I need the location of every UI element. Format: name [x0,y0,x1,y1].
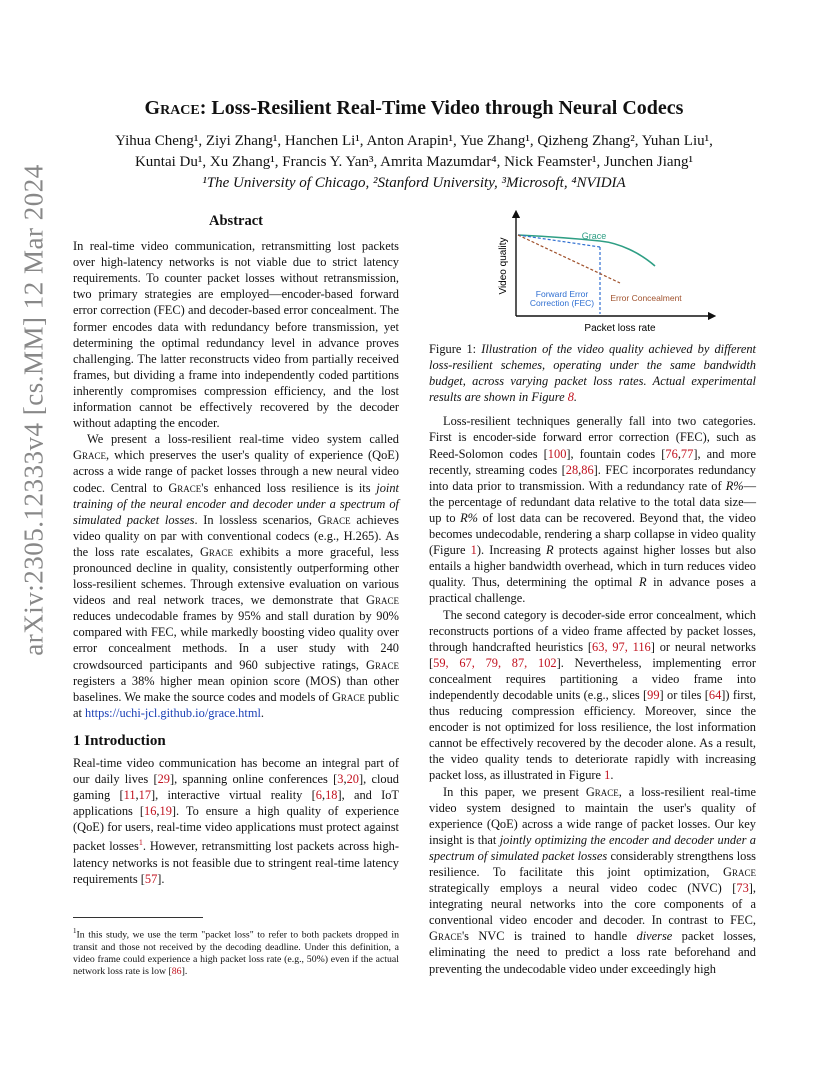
citation-link[interactable]: 99 [647,687,660,702]
citation-link[interactable]: 73 [736,881,749,896]
author-block [0,131,828,194]
right-paragraph-3: In this paper, we present Grace, a loss-resilient real-time video system designed to maintain the user's quality of experience (QoE) across a wide range of packet losses. Our key insight is that jointly optimizing the encoder and decoder under a spectrum of simulated packet losses considerably strengthens loss resilience. To facilitate this joint optimization, Grace strategically employs a neural video codec (NVC) [73], integrating neural networks into the core components of a conventional video encoder and decoder. In contrast to FEC, Grace's NVC is trained to handle diverse packet losses, eliminating the need to predict a loss rate beforehand and preventing the undecodable video under exceedingly high [429,784,756,976]
title-system-name: Grace [144,97,200,119]
citation-link[interactable]: 64 [708,687,722,702]
abstract-paragraph-1: In real-time video communication, retransmitting lost packets over high-latency networks is not viable due to strict latency requirements. To counter packet losses without retransmission, two primary strategies are employed—encoder-based forward error correction (FEC) and decoder-based error concealment. The former encodes data with redundancy before transmission, yet determining the optimal redundancy level in advance proves challenging. The latter reconstructs video from partially received frames, but dividing a frame into independently coded partitions inherently compromises compression efficiency, and the lost information cannot be effectively recovered by the decoder without adapting the encoder. [73,239,399,431]
footnote: $^1$In this study, we use the term "packet loss" to refer to both packets dropped in transit and those not received by the decoding deadline. Under this definition, a video frame could experience a high packet loss rate (e.g., 50%) even if the actual network loss rate is low [86]. [73,927,399,978]
citation-link[interactable]: 77 [680,446,694,461]
citation-link[interactable]: 86 [581,462,594,477]
citation-link[interactable]: 20 [346,772,359,787]
authors-line-1: Yihua Cheng¹, Ziyi Zhang¹, Hanchen Li¹, Anton Arapin¹, Yue Zhang¹, Qizheng Zhang², Yuhan Liu¹, [115,133,713,149]
right-paragraph-1: Loss-resilient techniques generally fall into two categories. First is encoder-side forward error correction (FEC), such as Reed-Solomon codes [100], fountain codes [76,77], and more recently, streaming codes [28,86]. FEC incorporates redundancy into data prior to transmission. With a redundancy rate of R%—the percentage of redundant data relative to the total data size—up to R% of lost data can be recovered. Beyond that, the video becomes undecodable, rendering a sharp collapse in video quality (Figure 1). Increasing R protects against higher losses but also entails a higher bandwidth overhead, which in turn reduces video quality. Thus, determining the optimal R in advance poses a practical challenge. [429,414,757,606]
arxiv-identifier: arXiv:2305.12333v4 [cs.MM] 12 Mar 2024 [18,164,49,656]
citation-link[interactable]: 59, 67, 79, 87, 102 [433,655,557,670]
figure-1-illustration [480,208,720,338]
citation-link[interactable]: 17 [138,788,152,803]
citation-link[interactable]: 16 [144,804,157,819]
citation-link[interactable]: 100 [547,446,567,461]
right-column [429,341,756,977]
introduction-heading: 1 Introduction [73,732,166,749]
citation-link[interactable]: 57 [144,871,158,886]
citation-link[interactable]: 28 [565,462,579,477]
citation-link[interactable]: 19 [159,804,172,819]
y-axis-label: Video quality [498,237,509,295]
figure-1-link[interactable]: 1 [470,543,477,558]
figure-8-link[interactable]: 8 [567,390,574,405]
x-axis-label: Packet loss rate [584,323,656,334]
figure-1-caption: Figure 1: Illustration of the video quality achieved by different loss-resilient schemes, operating under the same bandwidth budget, across varying packet loss rates. Actual experimental results are shown in Figure 8. [429,342,757,405]
citation-link[interactable]: 6 [315,788,322,803]
citation-link[interactable]: 76 [665,446,678,461]
citation-link[interactable]: 63, 97, 116 [592,639,651,654]
abstract-paragraph-2: We present a loss-resilient real-time video system called Grace, which preserves the user's quality of experience (QoE) across a wide range of packet losses through a new neural video codec. Central to Grace's enhanced loss resilience is its joint training of the neural encoder and decoder under a spectrum of simulated packet losses. In lossless scenarios, Grace achieves video quality on par with conventional codecs (e.g., H.265). As the loss rate escalates, Grace exhibits a more graceful, less pronounced decline in quality, consistently outperforming other loss-resilient schemes. Through extensive evaluation on various videos and real network traces, we demonstrate that Grace reduces undecodable frames by 95% and stall duration by 90% compared with FEC, while markedly boosting video quality over error concealment methods. In a user study with 240 crowdsourced participants and 960 subjective ratings, Grace registers a 38% higher mean opinion score (MOS) than other baselines. We make the source codes and models of Grace public at https://uchi-jcl.github.io/grace.html. [73,432,399,720]
footnote-marker[interactable]: 1 [138,838,143,848]
footnote-rule [73,917,203,918]
left-column [73,213,399,887]
citation-link[interactable]: 3 [337,772,344,787]
figure-1-plot [480,208,720,338]
affiliations: ¹The University of Chicago, ²Stanford University, ³Microsoft, ⁴NVIDIA [202,175,626,191]
project-url-link[interactable]: https://uchi-jcl.github.io/grace.html [85,705,261,720]
title-rest: : Loss-Resilient Real-Time Video through Neural Codecs [199,97,684,119]
citation-link[interactable]: 29 [157,772,170,787]
right-paragraph-2: The second category is decoder-side error concealment, which reconstructs portions of a video frame affected by packet losses, through handcrafted heuristics [63, 97, 116] or neural networks [59, 67, 79, 87, 102]. Nevertheless, implementing error concealment requires partitioning a video frame into independently decodable units (e.g., slices [99] or tiles [64]) first, thus reducing compression efficiency. Moreover, since the encoder is not optimized for loss resilience, the lost information cannot be effectively recovered by the decoder alone. As a result, the video quality tends to deteriorate rapidly with increasing packet loss, as illustrated in Figure 1. [429,607,756,783]
abstract-heading: Abstract [209,213,263,229]
arxiv-sidebar-stamp [14,140,54,680]
citation-link[interactable]: 18 [325,788,338,803]
fec-label-line-2: Correction (FEC) [529,298,595,308]
paper-title [0,97,828,120]
ec-label: Error Concealment [610,293,682,303]
grace-label: Grace [581,231,607,241]
citation-link[interactable]: 11 [123,788,136,803]
authors-line-2: Kuntai Du¹, Xu Zhang¹, Francis Y. Yan³, Amrita Mazumdar⁴, Nick Feamster¹, Junchen Jiang¹ [134,154,694,170]
figure-1-link[interactable]: 1 [604,768,611,783]
citation-link[interactable]: 86 [171,966,182,978]
fec-label-line-1: Forward Error [535,289,589,299]
intro-paragraph-1: Real-time video communication has become an integral part of our daily lives [29], spanning online conferences [3,20], cloud gaming [11,17], interactive virtual reality [6,18], and IoT applications [16,19]. To ensure a high quality of experience (QoE) for users, real-time video applications must protect against packet losses$^1$. However, retransmitting lost packets across high-latency networks is not feasible due to stringent real-time latency requirements [57]. [73,756,400,886]
